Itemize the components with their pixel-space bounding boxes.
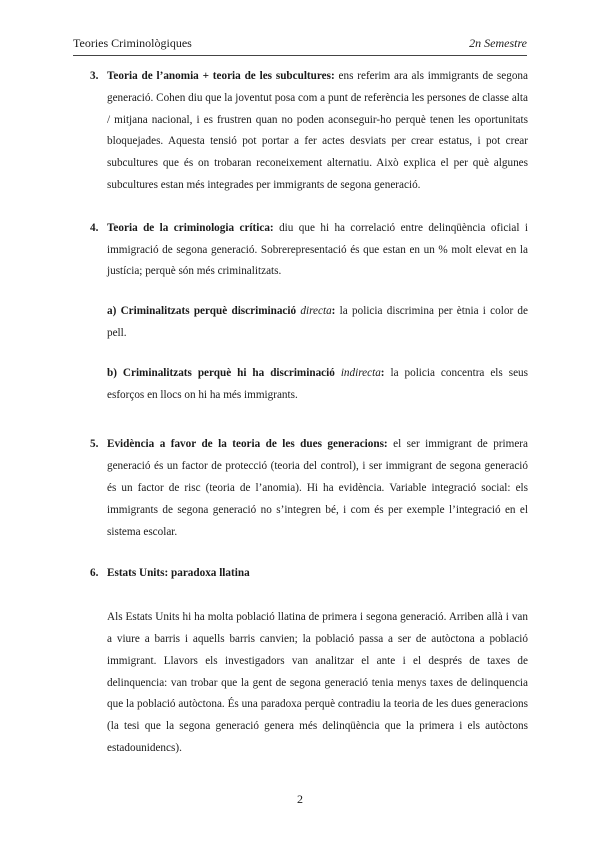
sub-item-emphasis: indirecta <box>340 366 381 379</box>
paragraph-paradoxa-llatina <box>90 607 528 760</box>
list-item-5 <box>90 434 528 543</box>
sub-item-colon: : <box>331 305 336 318</box>
item-title: Teoria de la criminologia crítica: <box>107 221 274 234</box>
item-number: 6. <box>90 567 99 580</box>
paragraph-text: Als Estats Units hi ha molta població llatina de primera i segona generació. Arriben allà i van a viure a barris i aquells barris canvien; la població passa a ser de autòctona a població immigrant. Llavors els investigadors van analitzar el ante i el després de taxes de delinquencia: van trobar que la gent de segona generació tenia menys taxes de delinquencia que la població autòctona. És una paradoxa perquè contradiu la teoria de les dues generacions (la tesi que la segona generació genera més delinqüència que la primera i els autòctons estadounidencs). <box>107 611 528 754</box>
header-divider <box>73 55 527 56</box>
item-number: 4. <box>90 221 99 234</box>
item-title: Teoria de l’anomia + teoria de les subcultures: <box>107 70 335 82</box>
item-text: ens referim ara als immigrants de segona generació. Cohen diu que la joventut posa com a punt de referència les persones de classe alta / mitjana nacional, i es frustren quan no poden aconseguir-ho perquè tenen les oportunitats bloquejades. Aquesta tensió pot portar a fer actes desviats per crear estatus, i pot crear subcultures que és on trobaran reconeixement alternatiu. Això explica el per què algunes subcultures estan més integrades per immigrants de segona generació. <box>107 70 528 191</box>
item-number: 3. <box>90 70 99 82</box>
list-item-4 <box>90 218 528 283</box>
sub-item-a <box>90 301 528 345</box>
page-header <box>73 36 527 56</box>
item-text: el ser immigrant de primera generació és un factor de protecció (teoria del control), i ser immigrant de segona generació és un factor de risc (teoria de l’anomia). Hi ha evidència. Variable integració social: els immigrants de segona generació no s’integren bé, i com és per exemple l’integració en el sistema escolar. <box>107 438 528 538</box>
sub-item-text: la policia discrimina per ètnia i color de pell. <box>107 305 528 339</box>
sub-item-text: la policia concentra els seus esforços en llocs on hi ha més immigrants. <box>107 366 528 401</box>
list-item-3 <box>90 66 528 197</box>
sub-item-label: b) Criminalitzats perquè hi ha discriminació <box>107 366 335 379</box>
page-number: 2 <box>297 792 303 806</box>
sub-item-colon: : <box>380 366 385 379</box>
item-title: Estats Units: paradoxa llatina <box>107 567 250 580</box>
item-title: Evidència a favor de la teoria de les dues generacions: <box>107 438 388 451</box>
semester-label: 2n Semestre <box>469 36 527 50</box>
document-body <box>90 66 528 760</box>
sub-item-b <box>90 363 528 407</box>
sub-item-emphasis: directa <box>300 305 332 318</box>
sub-item-label: a) Criminalitzats perquè discriminació <box>107 305 297 318</box>
course-title: Teories Criminològiques <box>73 36 192 50</box>
item-text: diu que hi ha correlació entre delinqüència oficial i immigració de segona generació. Sobrerepresentació és que estan en un % molt elevat en la justícia; perquè són més criminalitzats. <box>107 221 529 278</box>
item-number: 5. <box>90 438 99 451</box>
list-item-6 <box>90 563 528 585</box>
